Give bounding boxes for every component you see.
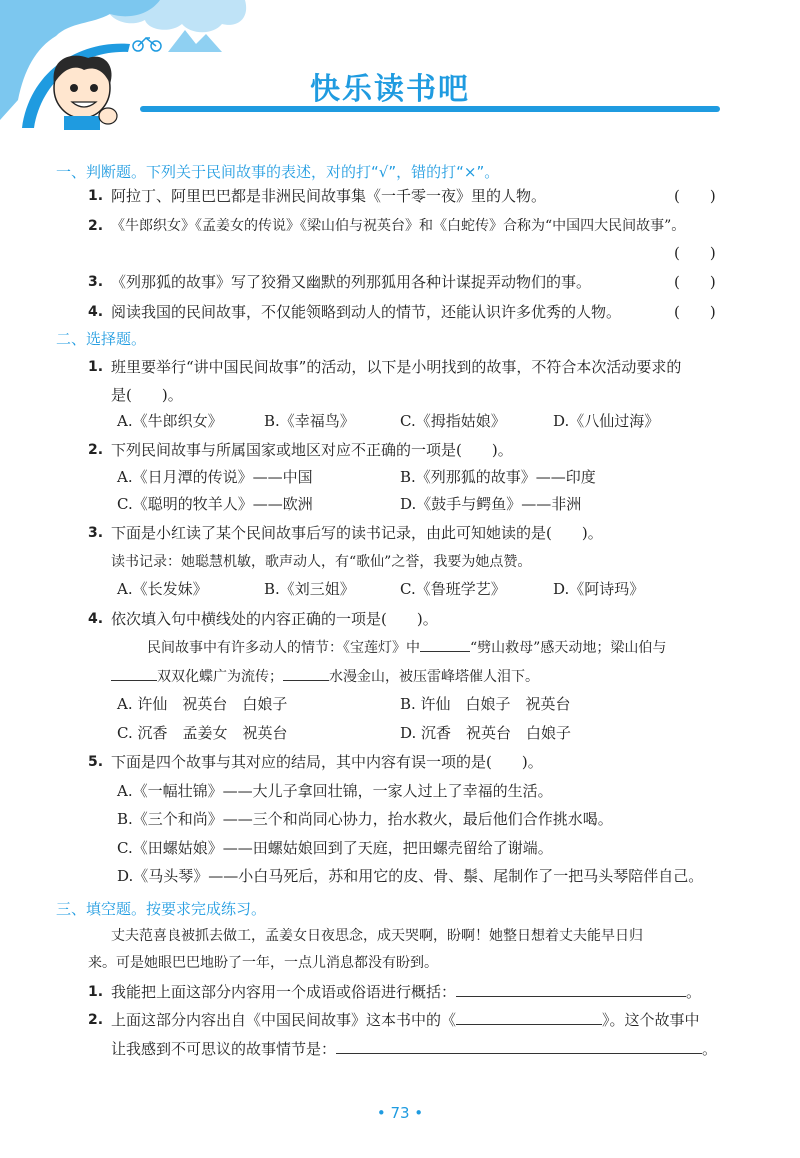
option-d[interactable]: D.《八仙过海》 <box>553 412 660 430</box>
option-d[interactable]: D.《鼓手与鳄鱼》——非洲 <box>400 495 582 513</box>
question-text: 》。这个故事中 <box>602 1011 700 1029</box>
passage-line <box>147 637 666 658</box>
question-text: 班里要举行“讲中国民间故事”的活动，以下是小明找到的故事，不符合本次活动要求的 <box>111 358 682 376</box>
fill-question <box>111 982 701 1002</box>
question-number: 5. <box>88 754 104 770</box>
question-text: 下面是四个故事与其对应的结局，其中内容有误一项的是( )。 <box>111 753 543 771</box>
section-heading-fill: 三、填空题。按要求完成练习。 <box>56 900 267 918</box>
page-number: • 73 • <box>376 1104 424 1122</box>
blank-line[interactable] <box>420 637 470 652</box>
passage-text: 民间故事中有许多动人的情节：《宝莲灯》中 <box>147 640 420 656</box>
answer-paren[interactable]: ( ) <box>674 273 716 291</box>
question-number: 1. <box>88 359 104 375</box>
passage-text: 双双化蝶广为流传； <box>157 669 283 685</box>
question-number: 1. <box>88 984 104 1000</box>
blank-line[interactable] <box>283 666 329 681</box>
blank-line[interactable] <box>111 666 157 681</box>
option-c[interactable]: C. 沉香 孟姜女 祝英台 <box>117 724 288 742</box>
question-text: 我能把上面这部分内容用一个成语或俗语进行概括： <box>111 983 457 1001</box>
question-text: 下列民间故事与所属国家或地区对应不正确的一项是( )。 <box>111 441 513 459</box>
page-title: 快乐读书吧 <box>310 72 470 107</box>
passage-text: 丈夫范喜良被抓去做工，孟姜女日夜思念，成天哭啊，盼啊！她整日想着丈夫能早日归 <box>111 928 643 944</box>
option-c[interactable]: C.《聪明的牧羊人》——欧洲 <box>117 495 313 513</box>
question-text: 上面这部分内容出自《中国民间故事》这本书中的《 <box>111 1011 457 1029</box>
option-d[interactable]: D. 沉香 祝英台 白娘子 <box>400 724 572 742</box>
option-b[interactable]: B. 许仙 白娘子 祝英台 <box>400 695 571 713</box>
boy-mascot-icon <box>54 56 117 130</box>
option-d[interactable]: D.《马头琴》——小白马死后，苏和用它的皮、骨、鬃、尾制作了一把马头琴陪伴自己。 <box>117 867 704 885</box>
option-b[interactable]: B.《刘三姐》 <box>264 580 355 598</box>
option-b[interactable]: B.《列那狐的故事》——印度 <box>400 468 596 486</box>
option-a[interactable]: A.《牛郎织女》 <box>117 412 223 430</box>
option-d[interactable]: D.《阿诗玛》 <box>553 580 645 598</box>
question-text: 让我感到不可思议的故事情节是： <box>111 1040 337 1058</box>
period: 。 <box>686 983 702 1001</box>
question-number: 3. <box>88 525 104 541</box>
question-number: 2. <box>88 442 104 458</box>
answer-blank[interactable] <box>456 1010 602 1025</box>
answer-paren[interactable]: ( ) <box>674 244 716 262</box>
question-number: 3. <box>88 274 104 290</box>
reading-record: 读书记录：她聪慧机敏，歌声动人，有“歌仙”之誉，我要为她点赞。 <box>111 554 532 570</box>
judgement-item-text: 阅读我国的民间故事，不仅能领略到动人的情节，还能认识许多优秀的人物。 <box>111 303 622 321</box>
judgement-item-text: 《牛郎织女》《孟姜女的传说》《梁山伯与祝英台》和《白蛇传》合称为“中国四大民间故事”。 <box>111 218 686 234</box>
option-a[interactable]: A.《一幅壮锦》——大儿子拿回壮锦，一家人过上了幸福的生活。 <box>117 782 553 800</box>
fill-question <box>111 1039 717 1059</box>
question-number: 4. <box>88 611 104 627</box>
option-b[interactable]: B.《幸福鸟》 <box>264 412 355 430</box>
answer-paren[interactable]: ( ) <box>674 303 716 321</box>
section-heading-judgement: 一、判断题。下列关于民间故事的表述，对的打“√”，错的打“×”。 <box>56 163 500 181</box>
option-a[interactable]: A.《日月潭的传说》——中国 <box>117 468 313 486</box>
option-a[interactable]: A.《长发妹》 <box>117 580 208 598</box>
answer-paren[interactable]: ( ) <box>674 187 716 205</box>
option-c[interactable]: C.《拇指姑娘》 <box>400 412 506 430</box>
question-number: 2. <box>88 1012 104 1028</box>
option-c[interactable]: C.《田螺姑娘》——田螺姑娘回到了天庭，把田螺壳留给了谢端。 <box>117 839 553 857</box>
question-number: 4. <box>88 304 104 320</box>
judgement-item-text: 阿拉丁、阿里巴巴都是非洲民间故事集《一千零一夜》里的人物。 <box>111 187 547 205</box>
passage-text: 来。可是她眼巴巴地盼了一年，一点儿消息都没有盼到。 <box>88 955 438 971</box>
answer-blank[interactable] <box>456 982 686 997</box>
section-heading-choice: 二、选择题。 <box>56 330 147 348</box>
passage-text: “劈山救母”感天动地；梁山伯与 <box>470 640 667 656</box>
question-text: 依次填入句中横线处的内容正确的一项是( )。 <box>111 610 438 628</box>
passage-text: 水漫金山，被压雷峰塔催人泪下。 <box>329 669 539 685</box>
judgement-item-text: 《列那狐的故事》写了狡猾又幽默的列那狐用各种计谋捉弄动物们的事。 <box>111 273 592 291</box>
answer-blank[interactable] <box>336 1039 702 1054</box>
question-number: 2. <box>88 218 104 234</box>
period: 。 <box>702 1040 718 1058</box>
option-c[interactable]: C.《鲁班学艺》 <box>400 580 506 598</box>
option-a[interactable]: A. 许仙 祝英台 白娘子 <box>117 695 288 713</box>
page-header <box>0 0 800 140</box>
fill-question <box>111 1010 700 1030</box>
option-b[interactable]: B.《三个和尚》——三个和尚同心协力，抬水救火，最后他们合作挑水喝。 <box>117 810 613 828</box>
passage-line <box>111 666 539 687</box>
question-text: 是( )。 <box>111 386 183 404</box>
question-text: 下面是小红读了某个民间故事后写的读书记录，由此可知她读的是( )。 <box>111 524 603 542</box>
question-number: 1. <box>88 188 104 204</box>
